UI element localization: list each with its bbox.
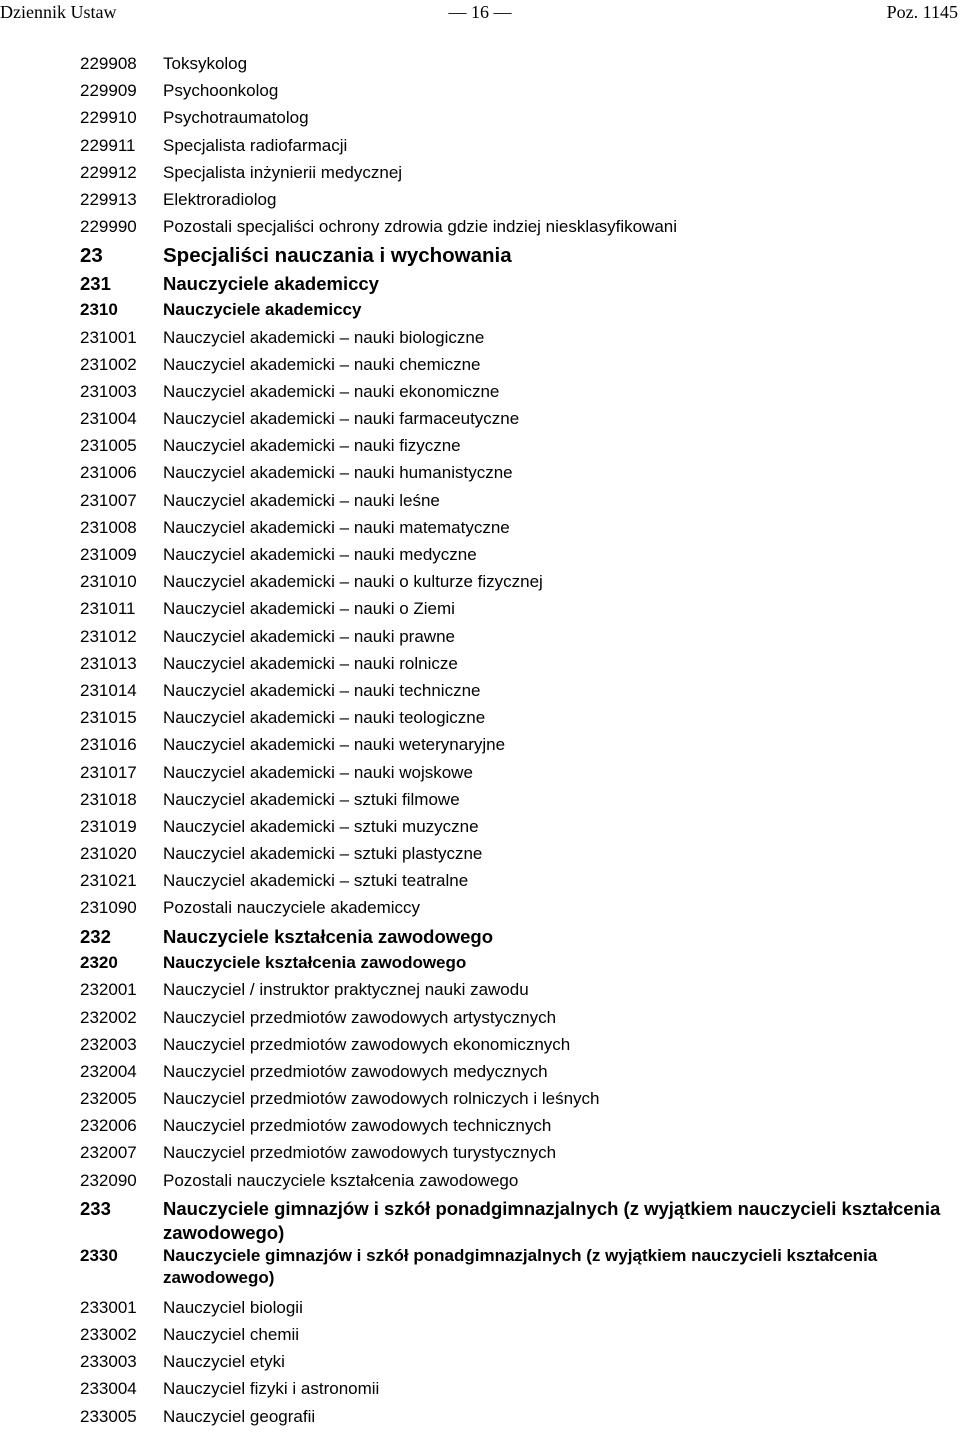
occupation-code: 233001: [80, 1297, 137, 1317]
occupation-label: Nauczyciel akademicki – nauki humanistyczne: [163, 463, 513, 483]
occupation-code: 229911: [80, 135, 136, 155]
occupation-code: 231017: [80, 762, 137, 782]
occupation-code: 23: [80, 244, 103, 268]
minor-group-heading: [80, 299, 950, 326]
occupation-code: 231020: [80, 844, 137, 864]
list-item: [80, 53, 950, 80]
occupation-code: 2320: [80, 953, 118, 973]
list-item: [80, 1324, 950, 1351]
occupation-code: 229908: [80, 54, 137, 73]
occupation-code: 229910: [80, 108, 137, 128]
list-item: [80, 1115, 950, 1142]
occupation-code: 233002: [80, 1325, 137, 1344]
page-number: — 16 —: [448, 2, 512, 22]
occupation-label: Nauczyciel przedmiotów zawodowych technicznych: [163, 1116, 552, 1136]
page-header: [0, 0, 960, 24]
occupation-label: Nauczyciele kształcenia zawodowego: [163, 953, 467, 973]
list-item: [80, 80, 950, 107]
occupation-label: Pozostali nauczyciele akademiccy: [163, 898, 421, 918]
occupation-code: 232002: [80, 1007, 137, 1027]
occupation-code: 229912: [80, 162, 137, 182]
occupation-label: Nauczyciel akademicki – nauki o Ziemi: [163, 599, 455, 619]
list-item: [80, 1170, 950, 1197]
occupation-code: 233003: [80, 1352, 137, 1372]
occupation-label: Nauczyciel akademicki – nauki techniczne: [163, 680, 481, 700]
list-item: [80, 571, 950, 598]
occupation-label: Nauczyciel akademicki – nauki ekonomiczne: [163, 381, 500, 401]
occupation-code: 231004: [80, 409, 137, 429]
occupation-label: Nauczyciel biologii: [163, 1297, 303, 1317]
sub-major-group-heading: [80, 272, 950, 300]
occupation-code: 233: [80, 1197, 111, 1219]
occupation-label: Nauczyciele gimnazjów i szkół ponadgimnazjalnych (z wyjątkiem nauczycieli kształcenia zawodowego): [163, 1197, 941, 1243]
occupation-code: 232001: [80, 980, 137, 1000]
list-item: [80, 162, 950, 189]
list-item: [80, 1297, 950, 1324]
list-item: [80, 517, 950, 544]
occupation-label: Pozostali nauczyciele kształcenia zawodowego: [163, 1170, 519, 1190]
occupation-label: Nauczyciel akademicki – nauki farmaceutyczne: [163, 409, 520, 429]
list-item: [80, 327, 950, 354]
occupation-label: Nauczyciel akademicki – sztuki teatralne: [163, 871, 469, 891]
list-item: [80, 216, 950, 243]
occupation-code: 231002: [80, 354, 137, 374]
list-item: [80, 707, 950, 734]
list-item: [80, 135, 950, 162]
occupation-label: Nauczyciel akademicki – nauki matematyczne: [163, 517, 510, 537]
list-item: [80, 1378, 950, 1405]
occupation-code: 231009: [80, 545, 137, 564]
occupation-code: 231012: [80, 626, 137, 646]
sub-major-group-heading: [80, 925, 950, 953]
journal-title: Dziennik Ustaw: [0, 2, 117, 22]
list-item: [80, 544, 950, 571]
occupation-label: Pozostali specjaliści ochrony zdrowia gdzie indziej niesklasyfikowani: [163, 217, 678, 237]
occupation-label: Nauczyciel etyki: [163, 1352, 285, 1372]
list-item: [80, 1406, 950, 1433]
occupation-code: 231015: [80, 708, 137, 728]
list-item: [80, 626, 950, 653]
list-item: [80, 1034, 950, 1061]
occupation-label: Nauczyciel przedmiotów zawodowych artystycznych: [163, 1007, 557, 1027]
list-item: [80, 598, 950, 625]
minor-group-heading: [80, 952, 950, 979]
occupation-code: 231014: [80, 680, 137, 700]
occupation-label: Nauczyciel przedmiotów zawodowych medycznych: [163, 1061, 548, 1081]
list-item: [80, 1088, 950, 1115]
occupation-code: 232004: [80, 1061, 137, 1081]
position-number: Poz. 1145: [886, 2, 958, 22]
list-item: [80, 435, 950, 462]
list-item: [80, 1007, 950, 1034]
list-item: [80, 408, 950, 435]
occupation-code: 231008: [80, 517, 137, 537]
minor-group-heading: [80, 1245, 950, 1297]
occupation-code: 233005: [80, 1406, 137, 1426]
occupation-label: Nauczyciel akademicki – nauki rolnicze: [163, 653, 458, 673]
list-item: [80, 490, 950, 517]
occupation-code: 231006: [80, 463, 137, 483]
occupation-label: Nauczyciele kształcenia zawodowego: [163, 925, 494, 947]
occupation-label: Nauczyciel akademicki – sztuki filmowe: [163, 789, 460, 809]
occupation-label: Nauczyciel akademicki – nauki o kulturze fizycznej: [163, 572, 543, 592]
occupation-code: 2330: [80, 1245, 118, 1265]
occupation-code: 231007: [80, 490, 137, 510]
list-item: [80, 653, 950, 680]
occupation-code: 229913: [80, 189, 137, 209]
occupation-label: Psychoonkolog: [163, 81, 279, 101]
list-item: [80, 816, 950, 843]
occupation-label: Nauczyciel przedmiotów zawodowych ekonomicznych: [163, 1034, 571, 1054]
list-item: [80, 870, 950, 897]
list-item: [80, 680, 950, 707]
occupation-label: Nauczyciel akademicki – nauki biologiczne: [163, 327, 485, 347]
occupation-label: Nauczyciele gimnazjów i szkół ponadgimnazjalnych (z wyjątkiem nauczycieli kształcenia zawodowego): [163, 1245, 878, 1287]
occupation-label: Nauczyciel akademicki – sztuki muzyczne: [163, 816, 479, 836]
occupation-code: 231019: [80, 816, 137, 836]
occupation-code: 232090: [80, 1170, 137, 1190]
occupation-code: 231018: [80, 789, 137, 809]
occupation-label: Nauczyciel chemii: [163, 1325, 300, 1344]
occupation-code: 232007: [80, 1143, 137, 1163]
occupation-label: Nauczyciel przedmiotów zawodowych rolniczych i leśnych: [163, 1089, 600, 1109]
classification-list: [80, 53, 950, 1433]
occupation-label: Nauczyciel / instruktor praktycznej nauki zawodu: [163, 980, 529, 1000]
list-item: [80, 843, 950, 870]
occupation-code: 229990: [80, 217, 137, 237]
occupation-label: Nauczyciel akademicki – nauki fizyczne: [163, 436, 461, 456]
list-item: [80, 1061, 950, 1088]
occupation-label: Specjalista radiofarmacji: [163, 135, 348, 155]
occupation-label: Nauczyciele akademiccy: [163, 300, 362, 320]
occupation-code: 232: [80, 925, 111, 947]
occupation-label: Nauczyciel akademicki – nauki medyczne: [163, 545, 477, 564]
occupation-code: 231: [80, 272, 111, 294]
occupation-code: 231016: [80, 735, 137, 755]
occupation-code: 232003: [80, 1034, 137, 1054]
occupation-label: Nauczyciel akademicki – nauki chemiczne: [163, 354, 481, 374]
occupation-label: Nauczyciel akademicki – nauki weterynaryjne: [163, 735, 506, 755]
occupation-code: 231013: [80, 653, 137, 673]
occupation-label: Specjalista inżynierii medycznej: [163, 162, 403, 182]
list-item: [80, 462, 950, 489]
occupation-code: 229909: [80, 81, 137, 101]
occupation-label: Nauczyciel akademicki – nauki leśne: [163, 490, 440, 510]
list-item: [80, 189, 950, 216]
occupation-label: Toksykolog: [163, 54, 248, 73]
list-item: [80, 897, 950, 924]
occupation-label: Nauczyciel akademicki – sztuki plastyczne: [163, 844, 483, 864]
occupation-code: 231010: [80, 572, 137, 592]
occupation-label: Nauczyciel akademicki – nauki teologiczne: [163, 708, 486, 728]
list-item: [80, 979, 950, 1006]
list-item: [80, 734, 950, 761]
occupation-label: Nauczyciel fizyki i astronomii: [163, 1379, 380, 1399]
list-item: [80, 789, 950, 816]
list-item: [80, 1142, 950, 1169]
occupation-label: Nauczyciel geografii: [163, 1406, 316, 1426]
list-item: [80, 762, 950, 789]
occupation-code: 231021: [80, 871, 137, 891]
occupation-code: 232005: [80, 1089, 137, 1109]
occupation-code: 232006: [80, 1116, 137, 1136]
occupation-label: Nauczyciel przedmiotów zawodowych turystycznych: [163, 1143, 557, 1163]
list-item: [80, 107, 950, 134]
occupation-code: 231003: [80, 381, 137, 401]
occupation-label: Nauczyciel akademicki – nauki wojskowe: [163, 762, 473, 782]
occupation-label: Elektroradiolog: [163, 189, 277, 209]
occupation-label: Nauczyciel akademicki – nauki prawne: [163, 626, 455, 646]
occupation-label: Psychotraumatolog: [163, 108, 309, 128]
list-item: [80, 354, 950, 381]
occupation-label: Nauczyciele akademiccy: [163, 272, 379, 294]
occupation-code: 2310: [80, 300, 118, 320]
list-item: [80, 381, 950, 408]
occupation-code: 231011: [80, 599, 136, 619]
sub-major-group-heading: [80, 1197, 950, 1245]
occupation-code: 231001: [80, 327, 137, 347]
major-group-heading: [80, 243, 950, 272]
list-item: [80, 1351, 950, 1378]
occupation-code: 231005: [80, 436, 137, 456]
occupation-label: Specjaliści nauczania i wychowania: [163, 244, 512, 268]
occupation-code: 233004: [80, 1379, 137, 1399]
occupation-code: 231090: [80, 898, 137, 918]
